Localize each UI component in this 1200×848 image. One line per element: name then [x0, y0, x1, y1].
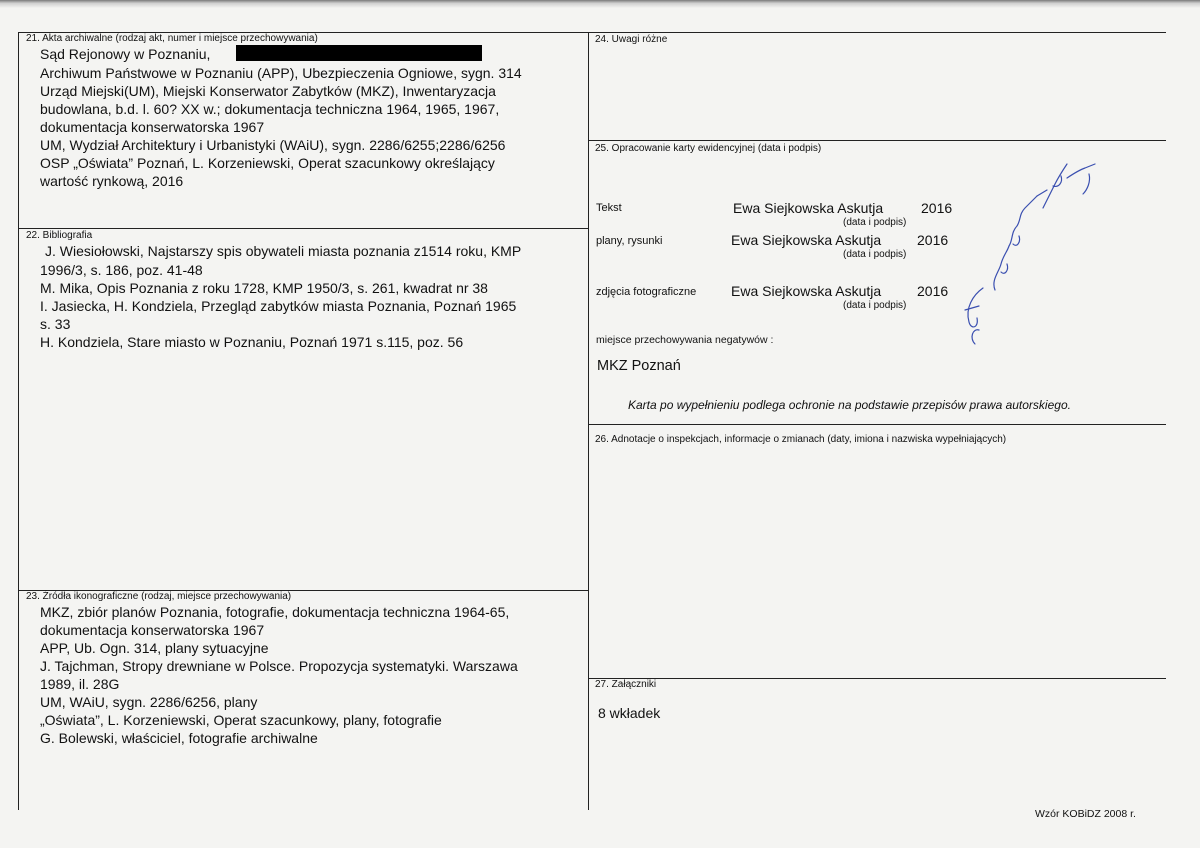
- section-21-line: dokumentacja konserwatorska 1967: [40, 119, 265, 135]
- text-author-name: Ewa Siejkowska Askutja: [733, 200, 884, 216]
- template-version: Wzór KOBiDZ 2008 r.: [1035, 808, 1136, 820]
- text-author-note: (data i podpis): [843, 217, 907, 228]
- section-22-header: 22. Bibliografia: [26, 230, 93, 241]
- iconography-line: APP, Ub. Ogn. 314, plany sytuacyjne: [40, 640, 269, 656]
- photos-author-name: Ewa Siejkowska Askutja: [731, 283, 882, 299]
- attachments-value: 8 wkładek: [598, 705, 661, 721]
- section-21-line: budowlana, b.d. l. 60? XX w.; dokumentacja techniczna 1964, 1965, 1967,: [40, 101, 500, 117]
- bibliography-line: 1996/3, s. 186, poz. 41-48: [40, 262, 203, 278]
- iconography-line: MKZ, zbiór planów Poznania, fotografie, dokumentacja techniczna 1964-65,: [40, 604, 510, 620]
- column-divider: [588, 32, 589, 810]
- bibliography-line: M. Mika, Opis Poznania z roku 1728, KMP 1950/3, s. 261, kwadrat nr 38: [40, 280, 488, 296]
- handwritten-signature: [955, 160, 1105, 350]
- iconography-line: dokumentacja konserwatorska 1967: [40, 622, 265, 638]
- section-27-header: 27. Załączniki: [595, 679, 657, 690]
- bibliography-line: J. Wiesiołowski, Najstarszy spis obywateli miasta poznania z1514 roku, KMP: [45, 243, 522, 259]
- redaction-bar: [236, 45, 482, 61]
- section-21-line: wartość rynkową, 2016: [40, 173, 184, 189]
- text-author-year: 2016: [921, 200, 953, 216]
- scan-edge: [0, 0, 1200, 8]
- divider-25-26: [588, 424, 1166, 425]
- iconography-line: „Oświata”, L. Korzeniewski, Operat szacunkowy, plany, fotografie: [40, 712, 442, 728]
- photos-author-year: 2016: [917, 283, 949, 299]
- negatives-value: MKZ Poznań: [597, 358, 681, 374]
- section-21-line: Urząd Miejski(UM), Miejski Konserwator Zabytków (MKZ), Inwentaryzacja: [40, 83, 496, 99]
- divider-21-22: [18, 228, 588, 229]
- copyright-notice: Karta po wypełnieniu podlega ochronie na podstawie przepisów prawa autorskiego.: [628, 398, 1071, 412]
- section-24-header: 24. Uwagi różne: [595, 34, 668, 45]
- drawings-author-note: (data i podpis): [843, 249, 907, 260]
- section-26-header: 26. Adnotacje o inspekcjach, informacje o zmianach (daty, imiona i nazwiska wypełniających): [595, 434, 1007, 445]
- photos-author-note: (data i podpis): [843, 300, 907, 311]
- section-21-line: OSP „Oświata” Poznań, L. Korzeniewski, Operat szacunkowy określający: [40, 155, 495, 171]
- section-23-header: 23. Źródła ikonograficzne (rodzaj, miejsce przechowywania): [26, 591, 292, 602]
- drawings-author-year: 2016: [917, 232, 949, 248]
- section-21-line: UM, Wydział Architektury i Urbanistyki (WAiU), sygn. 2286/6255;2286/6256: [40, 137, 506, 153]
- negatives-label: miejsce przechowywania negatywów :: [596, 334, 774, 346]
- divider-24-25: [588, 140, 1166, 141]
- text-author-label: Tekst: [596, 202, 622, 214]
- section-21-header: 21. Akta archiwalne (rodzaj akt, numer i miejsce przechowywania): [26, 33, 318, 44]
- drawings-author-label: plany, rysunki: [596, 235, 663, 247]
- section-25-header: 25. Opracowanie karty ewidencyjnej (data i podpis): [595, 143, 822, 154]
- divider-26-27: [588, 678, 1166, 679]
- iconography-line: J. Tajchman, Stropy drewniane w Polsce. Propozycja systematyki. Warszawa: [40, 658, 518, 674]
- bibliography-line: H. Kondziela, Stare miasto w Poznaniu, Poznań 1971 s.115, poz. 56: [40, 334, 464, 350]
- iconography-line: UM, WAiU, sygn. 2286/6256, plany: [40, 694, 258, 710]
- photos-author-label: zdjęcia fotograficzne: [596, 286, 697, 298]
- iconography-line: 1989, il. 28G: [40, 676, 120, 692]
- drawings-author-name: Ewa Siejkowska Askutja: [731, 232, 882, 248]
- section-21-line: Archiwum Państwowe w Poznaniu (APP), Ubezpieczenia Ogniowe, sygn. 314: [40, 65, 522, 81]
- section-21-line: Sąd Rejonowy w Poznaniu,: [40, 46, 211, 62]
- bibliography-line: s. 33: [40, 316, 71, 332]
- bibliography-line: I. Jasiecka, H. Kondziela, Przegląd zabytków miasta Poznania, Poznań 1965: [40, 298, 517, 314]
- iconography-line: G. Bolewski, właściciel, fotografie archiwalne: [40, 730, 318, 746]
